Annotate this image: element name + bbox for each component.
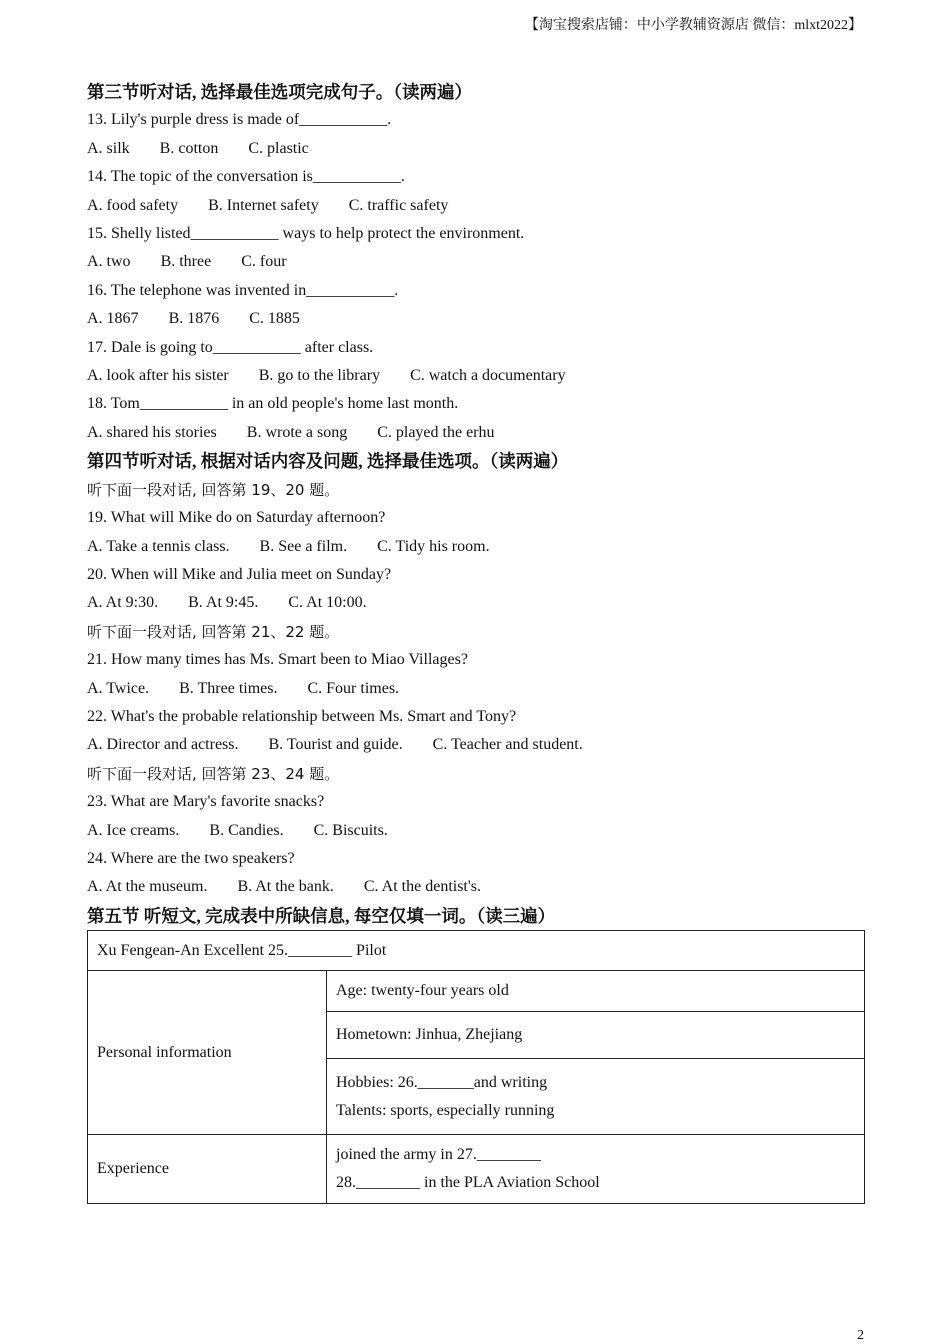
question-text: 17. Dale is going to___________ after class.: [87, 338, 374, 356]
hometown-cell: Hometown: Jinhua, Zhejiang: [327, 1012, 865, 1059]
question-options: [87, 362, 865, 390]
answer-option: B. go to the library: [258, 367, 381, 385]
question-options: [87, 589, 865, 617]
answer-option: C. Biscuits.: [313, 821, 388, 839]
answer-option: A. silk: [87, 139, 130, 157]
question-options: [87, 192, 865, 220]
dialogue-instruction: 听下面一段对话, 回答第 23、24 题。: [87, 764, 340, 783]
answer-option: C. At the dentist's.: [363, 878, 481, 896]
question-text: 23. What are Mary's favorite snacks?: [87, 793, 325, 811]
section-3-title: 第三节听对话, 选择最佳选项完成句子。（读两遍）: [87, 82, 472, 102]
question-text: 15. Shelly listed___________ ways to help protect the environment.: [87, 225, 525, 243]
question-text: 20. When will Mike and Julia meet on Sunday?: [87, 565, 392, 583]
answer-option: B. Candies.: [209, 821, 284, 839]
question-options: [87, 135, 865, 163]
answer-option: A. Director and actress.: [87, 736, 239, 754]
answer-option: B. wrote a song: [246, 423, 348, 441]
answer-option: B. At 9:45.: [188, 594, 259, 612]
question-options: [87, 873, 865, 901]
question-text: 18. Tom___________ in an old people's home last month.: [87, 395, 459, 413]
answer-option: A. 1867: [87, 310, 139, 328]
question-options: [87, 248, 865, 276]
hobbies-talents-cell: [327, 1059, 865, 1135]
question-text: 16. The telephone was invented in___________.: [87, 281, 399, 299]
experience-line-2: 28.________ in the PLA Aviation School: [336, 1174, 600, 1192]
question-options: [87, 419, 865, 447]
answer-option: C. plastic: [248, 139, 309, 157]
experience-line-1: joined the army in 27.________: [336, 1146, 541, 1164]
question-options: [87, 817, 865, 845]
question-text: 21. How many times has Ms. Smart been to Miao Villages?: [87, 651, 468, 669]
answer-option: B. cotton: [159, 139, 219, 157]
answer-option: C. At 10:00.: [288, 594, 367, 612]
answer-option: B. See a film.: [259, 537, 348, 555]
answer-option: A. Twice.: [87, 679, 150, 697]
question-options: [87, 731, 865, 759]
question-options: [87, 675, 865, 703]
answer-option: A. Ice creams.: [87, 821, 180, 839]
dialogue-instruction: 听下面一段对话, 回答第 19、20 题。: [87, 480, 340, 499]
answer-option: C. played the erhu: [377, 423, 495, 441]
answer-option: C. Teacher and student.: [432, 736, 583, 754]
answer-option: A. At the museum.: [87, 878, 208, 896]
answer-option: C. watch a documentary: [410, 367, 566, 385]
answer-option: C. traffic safety: [348, 196, 449, 214]
answer-option: A. shared his stories: [87, 423, 217, 441]
question-text: 19. What will Mike do on Saturday afternoon?: [87, 509, 386, 527]
page-header: 【淘宝搜索店铺：中小学教辅资源店 微信：mlxt2022】: [524, 18, 862, 33]
answer-option: B. 1876: [168, 310, 220, 328]
section-3-questions: [87, 106, 865, 447]
section-4-questions: [87, 476, 865, 902]
question-options: [87, 533, 865, 561]
section-5-title: 第五节 听短文, 完成表中所缺信息, 每空仅填一词。（读三遍）: [87, 905, 556, 926]
section-4-title: 第四节听对话, 根据对话内容及问题, 选择最佳选项。（读两遍）: [87, 451, 569, 472]
experience-label: Experience: [88, 1135, 327, 1204]
question-text: 13. Lily's purple dress is made of___________.: [87, 111, 392, 129]
answer-option: C. Tidy his room.: [377, 537, 490, 555]
experience-cell: [327, 1135, 865, 1204]
age-cell: Age: twenty-four years old: [327, 971, 865, 1012]
answer-option: C. Four times.: [307, 679, 400, 697]
answer-option: C. four: [241, 253, 287, 271]
dialogue-instruction: 听下面一段对话, 回答第 21、22 题。: [87, 622, 340, 641]
answer-option: A. At 9:30.: [87, 594, 159, 612]
question-text: 14. The topic of the conversation is___________.: [87, 168, 405, 186]
answer-option: A. food safety: [87, 196, 179, 214]
hobbies-line: Hobbies: 26._______and writing: [336, 1073, 548, 1091]
personal-info-label: Personal information: [88, 971, 327, 1135]
answer-option: B. three: [160, 253, 212, 271]
document-body: [87, 78, 865, 1204]
answer-option: C. 1885: [249, 310, 300, 328]
answer-option: B. Internet safety: [208, 196, 319, 214]
talents-line: Talents: sports, especially running: [336, 1101, 555, 1119]
answer-option: B. Three times.: [179, 679, 278, 697]
table-title: Xu Fengean-An Excellent 25.________ Pilot: [88, 931, 865, 971]
answer-option: A. Take a tennis class.: [87, 537, 230, 555]
answer-option: A. two: [87, 253, 131, 271]
answer-option: A. look after his sister: [87, 367, 229, 385]
question-options: [87, 305, 865, 333]
question-text: 22. What's the probable relationship between Ms. Smart and Tony?: [87, 707, 517, 725]
question-text: 24. Where are the two speakers?: [87, 849, 295, 867]
page-number: 2: [857, 1328, 864, 1343]
info-table: [87, 930, 865, 1204]
answer-option: B. Tourist and guide.: [268, 736, 403, 754]
answer-option: B. At the bank.: [237, 878, 334, 896]
